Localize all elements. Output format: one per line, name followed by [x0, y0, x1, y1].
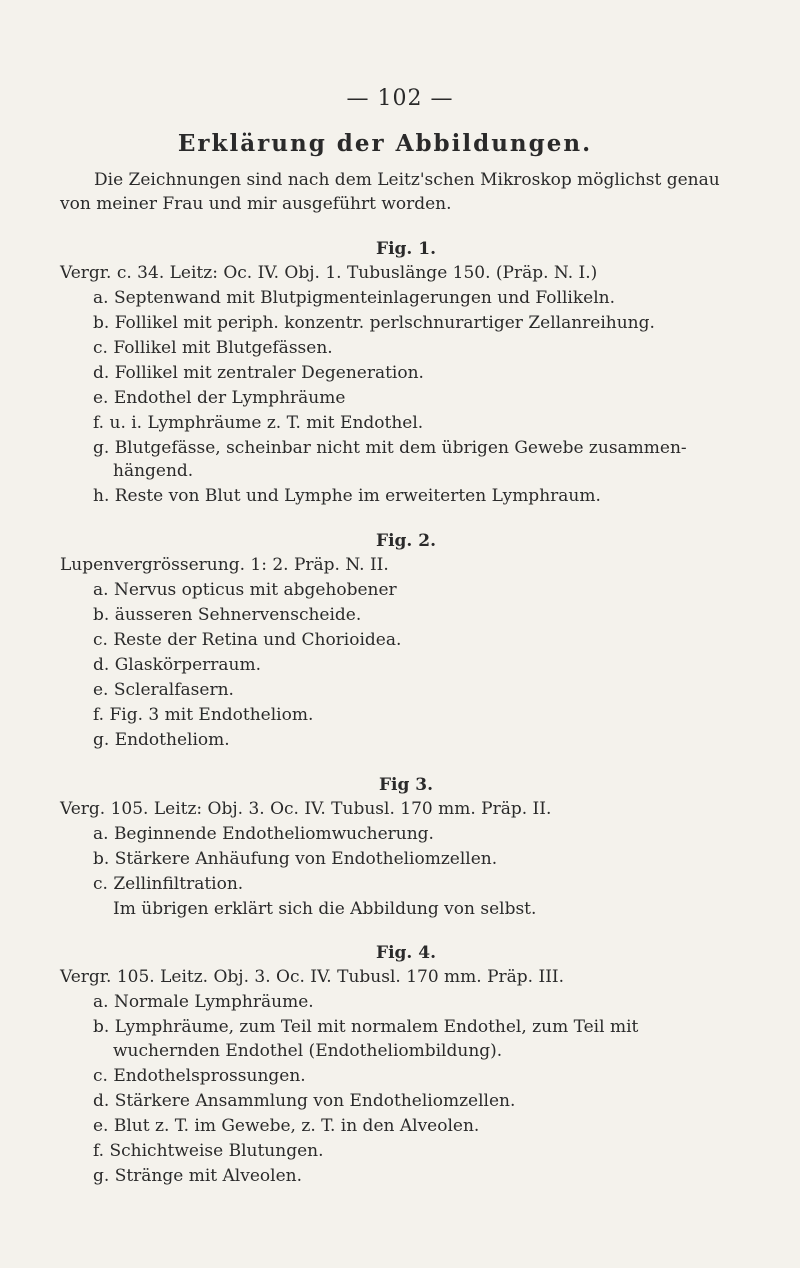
fig4-item: f. Schichtweise Blutungen. — [93, 1141, 324, 1161]
fig1-item: d. Follikel mit zentraler Degeneration. — [93, 363, 424, 383]
fig1-item: b. Follikel mit periph. konzentr. perlschnurartiger Zellanreihung. — [93, 313, 655, 333]
fig3-heading: Fig 3. — [378, 775, 434, 795]
fig4-item: b. Lymphräume, zum Teil mit normalem Endothel, zum Teil mit — [93, 1017, 639, 1037]
fig1-item: c. Follikel mit Blutgefässen. — [93, 338, 333, 358]
fig3-item: a. Beginnende Endotheliomwucherung. — [93, 824, 434, 844]
fig3-item: b. Stärkere Anhäufung von Endotheliomzellen. — [93, 849, 498, 869]
fig1-heading: Fig. 1. — [376, 239, 436, 259]
fig1-item: e. Endothel der Lymphräume — [93, 388, 346, 408]
fig1-description: Vergr. c. 34. Leitz: Oc. IV. Obj. 1. Tubuslänge 150. (Präp. N. I.) — [60, 263, 598, 283]
fig3-item: c. Zellinfiltration. — [93, 874, 244, 894]
intro-line: von meiner Frau und mir ausgeführt worden. — [60, 194, 452, 214]
fig2-item: c. Reste der Retina und Chorioidea. — [93, 630, 402, 650]
fig1-item: h. Reste von Blut und Lymphe im erweiterten Lymphraum. — [93, 486, 601, 506]
fig2-item: e. Scleralfasern. — [93, 680, 234, 700]
fig1-item: a. Septenwand mit Blutpigmenteinlagerungen und Follikeln. — [93, 288, 615, 308]
page-title: Erklärung der Abbildungen. — [177, 130, 593, 157]
fig4-item: d. Stärkere Ansammlung von Endotheliomzellen. — [93, 1091, 516, 1111]
fig2-item: a. Nervus opticus mit abgehobener — [93, 580, 397, 600]
fig1-item: g. Blutgefässe, scheinbar nicht mit dem übrigen Gewebe zusammen- — [93, 438, 687, 458]
fig4-item-continuation: wuchernden Endothel (Endotheliombildung). — [113, 1041, 503, 1061]
fig4-description: Vergr. 105. Leitz. Obj. 3. Oc. IV. Tubusl. 170 mm. Präp. III. — [60, 967, 565, 987]
fig4-item: c. Endothelsprossungen. — [93, 1066, 306, 1086]
fig2-heading: Fig. 2. — [376, 531, 436, 551]
fig2-item: f. Fig. 3 mit Endotheliom. — [93, 705, 314, 725]
fig4-item: g. Stränge mit Alveolen. — [93, 1166, 302, 1186]
fig4-item: a. Normale Lymphräume. — [93, 992, 314, 1012]
fig1-item: f. u. i. Lymphräume z. T. mit Endothel. — [93, 413, 424, 433]
fig4-item: e. Blut z. T. im Gewebe, z. T. in den Alveolen. — [93, 1116, 480, 1136]
fig3-description: Verg. 105. Leitz: Obj. 3. Oc. IV. Tubusl. 170 mm. Präp. II. — [60, 799, 552, 819]
fig2-item: b. äusseren Sehnervenscheide. — [93, 605, 362, 625]
fig2-item: d. Glaskörperraum. — [93, 655, 262, 675]
fig4-heading: Fig. 4. — [376, 943, 436, 963]
intro-line: Die Zeichnungen sind nach dem Leitz'schen Mikroskop möglichst genau — [94, 170, 720, 190]
page-number: — 102 — — [346, 86, 454, 111]
fig3-note: Im übrigen erklärt sich die Abbildung von selbst. — [113, 899, 537, 919]
fig1-item-continuation: hängend. — [113, 461, 194, 481]
fig2-description: Lupenvergrösserung. 1: 2. Präp. N. II. — [60, 555, 389, 575]
fig2-item: g. Endotheliom. — [93, 730, 230, 750]
